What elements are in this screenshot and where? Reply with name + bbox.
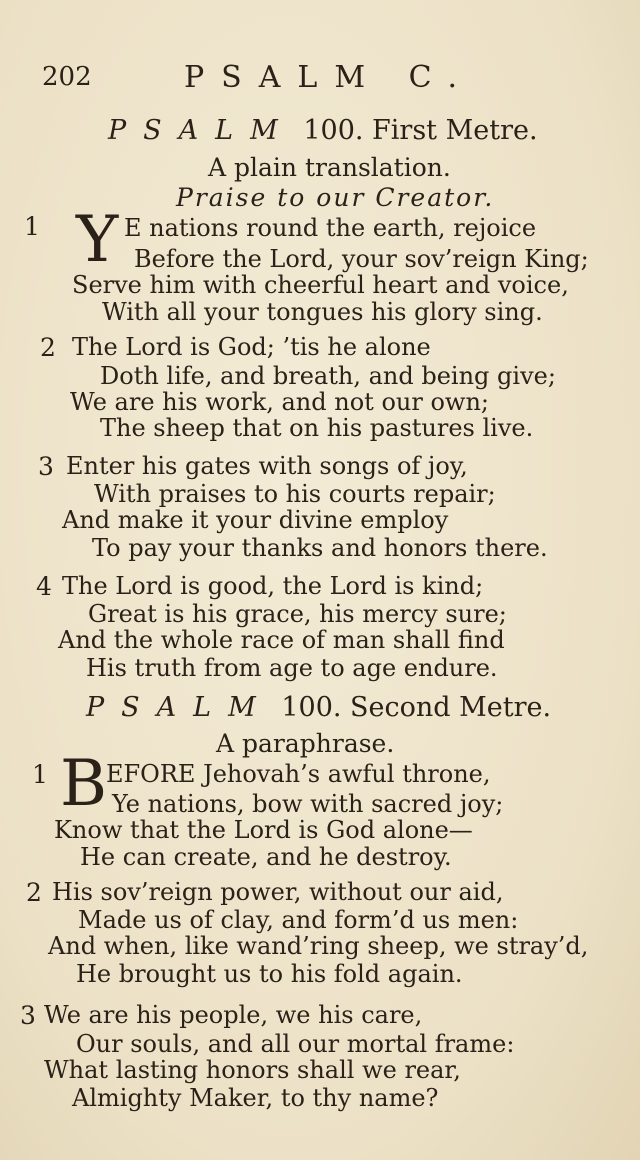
verse-line: We are his people, we his care, [44,1001,423,1029]
stanza-number: 1 [24,212,40,241]
stanza-number: 3 [38,452,54,481]
verse-line: We are his work, and not our own; [70,388,489,416]
verse-line: And the whole race of man shall find [58,626,505,654]
psalm-first-heading [108,115,538,146]
verse-line: Enter his gates with songs of joy, [66,452,468,480]
verse-line: With all your tongues his glory sing. [102,298,543,326]
drop-cap: Y [76,203,119,277]
running-title: PSALM C. [184,60,474,95]
verse-line: E nations round the earth, rejoice [124,214,537,242]
verse-line: What lasting honors shall we rear, [44,1056,461,1084]
running-head [42,60,602,100]
verse-line: EFORE Jehovah’s awful throne, [106,760,491,788]
verse-line: The sheep that on his pastures live. [100,414,534,442]
psalm-second-subtitle: A paraphrase. [216,729,395,758]
stanza-number: 2 [40,333,56,362]
verse-line: Serve him with cheerful heart and voice, [72,271,569,299]
stanza-number: 1 [32,760,48,789]
psalm-word: PSALM [86,692,273,723]
verse-line: Almighty Maker, to thy name? [72,1084,439,1112]
page-number: 202 [42,62,92,92]
verse-line: With praises to his courts repair; [94,480,496,508]
verse-line: The Lord is God; ’tis he alone [72,333,431,361]
psalm-first-subtitle: A plain translation. [208,153,451,182]
verse-line: He brought us to his fold again. [76,960,463,988]
psalm-word: PSALM [108,115,295,146]
psalm-heading-detail: 100. First Metre. [303,115,538,146]
verse-line: The Lord is good, the Lord is kind; [62,572,484,600]
verse-line: Know that the Lord is God alone— [54,816,473,844]
verse-line: Ye nations, bow with sacred joy; [112,790,504,818]
verse-line: His sov’reign power, without our aid, [52,878,504,906]
verse-line: His truth from age to age endure. [86,654,498,682]
stanza-number: 2 [26,878,42,907]
psalm-first-theme: Praise to our Creator. [176,183,495,212]
psalm-second-heading [86,692,551,723]
verse-line: Doth life, and breath, and being give; [100,362,556,390]
verse-line: Made us of clay, and form’d us men: [78,906,519,934]
verse-line: Great is his grace, his mercy sure; [88,600,507,628]
verse-line: Before the Lord, your sov’reign King; [134,245,589,273]
verse-line: He can create, and he destroy. [80,843,452,871]
drop-cap: B [60,747,108,821]
verse-line: Our souls, and all our mortal frame: [76,1030,515,1058]
verse-line: To pay your thanks and honors there. [92,534,548,562]
stanza-number: 4 [36,572,52,601]
verse-line: And make it your divine employ [62,506,449,534]
psalm-heading-detail: 100. Second Metre. [281,692,552,723]
stanza-number: 3 [20,1001,36,1030]
verse-line: And when, like wand’ring sheep, we stray’d, [48,932,589,960]
